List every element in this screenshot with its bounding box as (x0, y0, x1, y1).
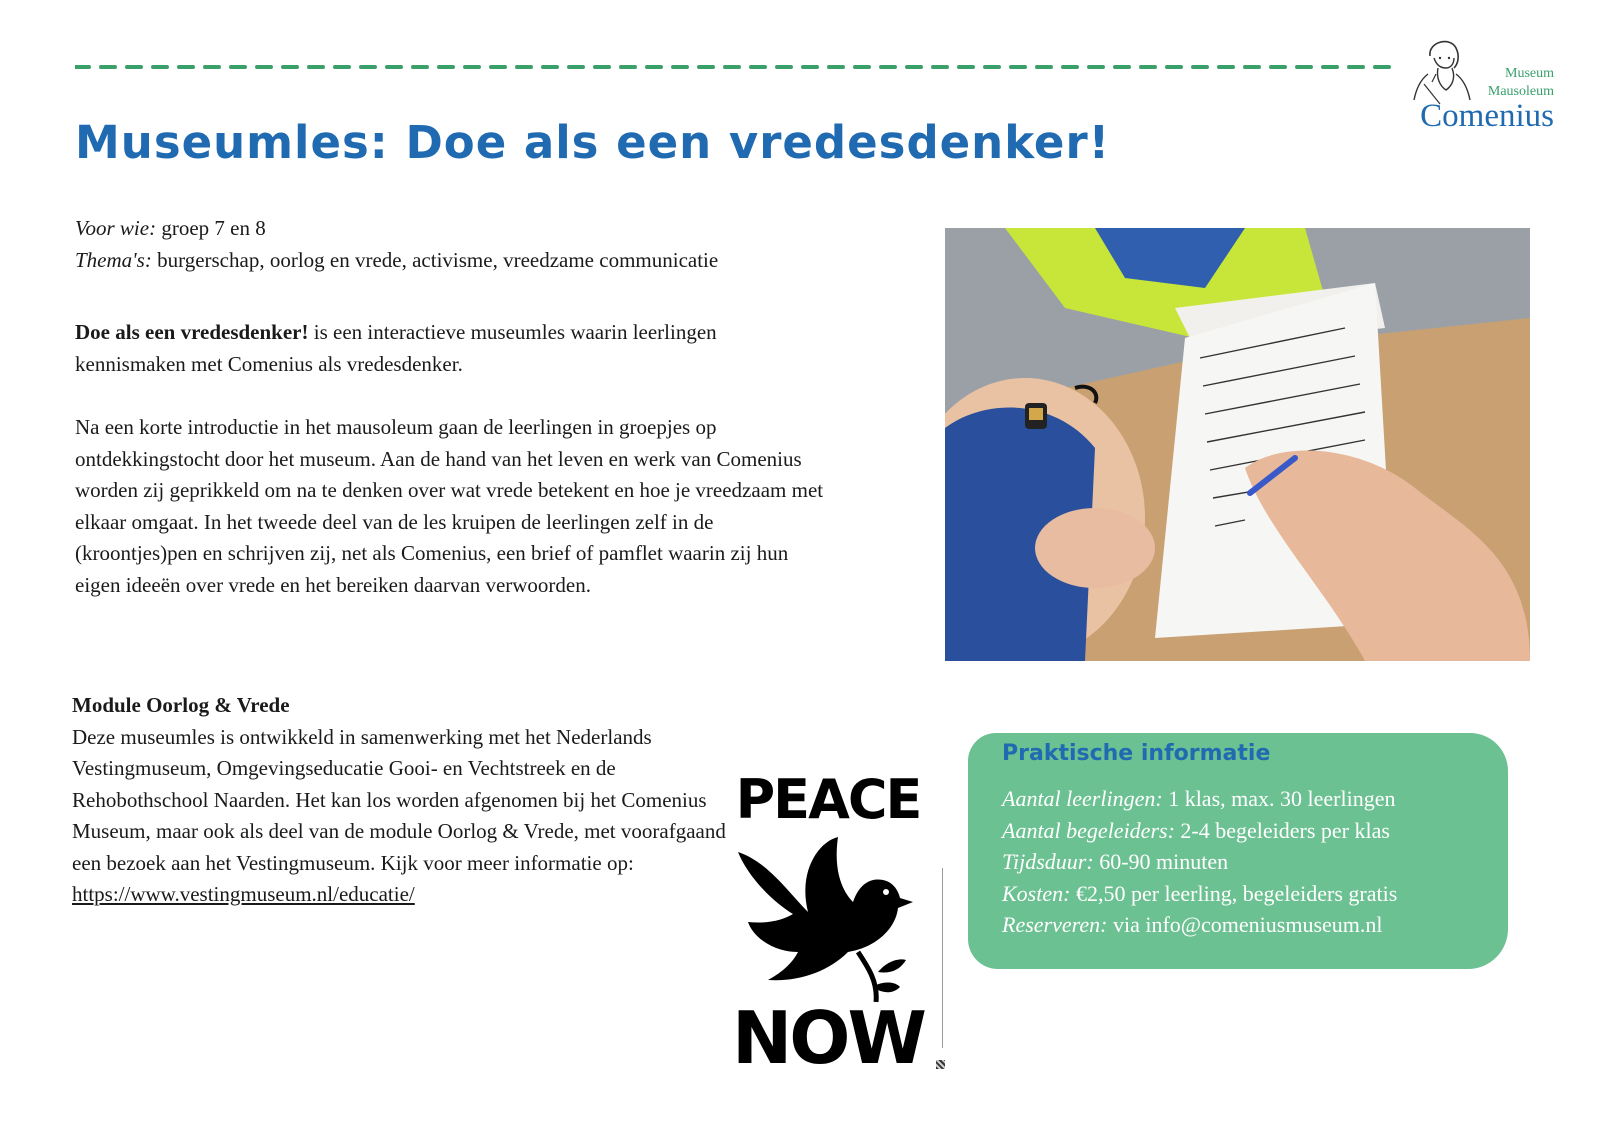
info-row-duration (1002, 846, 1397, 878)
poster-edge-line (942, 868, 943, 1048)
body-paragraph: Na een korte introductie in het mausoleum gaan de leerlingen in groepjes op ontdekkingstocht door het museum. Aan de hand van het leven en werk van Comenius worden zij geprikkeld om na te denken over wat vrede betekent en hoe je vreedzaam met elkaar omgaat. In het tweede deel van de les kruipen de leerlingen zelf in de (kroontjes)pen en schrijven zij, net als Comenius, een brief of pamflet waarin zij hun eigen ideeën over vrede en het bereiken daarvan verwoorden. (75, 415, 824, 597)
info-row-students (1002, 783, 1397, 815)
info-row-label: Kosten: (1002, 880, 1071, 906)
info-row-value: 1 klas, max. 30 leerlingen (1162, 786, 1396, 811)
student-writing-photo (945, 228, 1530, 661)
meta-themes-label: Thema's: (75, 248, 152, 272)
module-section (72, 690, 732, 911)
museum-logo (1398, 32, 1568, 132)
module-text: Deze museumles is ontwikkeld in samenwerking met het Nederlands Vestingmuseum, Omgevingseducatie Gooi- en Vechtstreek en de Rehobothschool Naarden. Het kan los worden afgenomen bij het Comenius Museum, maar ook als deel van de module Oorlog & Vrede, met voorafgaand een bezoek aan het Vestingmuseum. Kijk voor meer informatie op: (72, 724, 726, 875)
practical-info-rows (1002, 783, 1397, 941)
meta-block (75, 212, 718, 276)
meta-themes (75, 244, 718, 276)
info-row-label: Aantal begeleiders: (1002, 817, 1175, 843)
info-row-value: 2-4 begeleiders per klas (1174, 817, 1390, 843)
info-row-value: via info@comeniusmuseum.nl (1107, 912, 1383, 937)
intro-text: is een interactieve museumles waarin leerlingen kennismaken met Comenius als vredesdenker. (75, 320, 717, 376)
intro-paragraph (75, 317, 795, 380)
meta-themes-value: burgerschap, oorlog en vrede, activisme, vreedzame communicatie (151, 248, 719, 272)
info-row-booking (1002, 909, 1397, 941)
info-row-label: Tijdsduur: (1002, 849, 1094, 874)
info-row-value: €2,50 per leerling, begeleiders gratis (1070, 880, 1398, 906)
meta-for-label: Voor wie: (75, 216, 157, 240)
poster-text-top: PEACE (735, 768, 921, 831)
practical-info-box (968, 733, 1508, 969)
meta-for (75, 212, 718, 244)
logo-line-comenius: Comenius (1420, 98, 1554, 134)
info-row-costs (1002, 878, 1397, 910)
page-title: Museumles: Doe als een vredesdenker! (75, 116, 1111, 169)
logo-line-museum: Museum (1505, 66, 1554, 81)
info-row-label: Reserveren: (1002, 912, 1108, 937)
dashed-divider (75, 63, 1395, 71)
practical-info-heading: Praktische informatie (1002, 741, 1271, 766)
module-heading: Module Oorlog & Vrede (72, 693, 290, 717)
logo-line-mausoleum: Mausoleum (1487, 84, 1554, 99)
meta-for-value: groep 7 en 8 (156, 216, 266, 240)
info-row-supervisors (1002, 815, 1397, 847)
qr-code-icon (936, 1060, 945, 1069)
poster-text-bottom: NOW (732, 996, 924, 1080)
peace-now-poster (728, 768, 946, 1080)
dove-icon (728, 832, 928, 1002)
info-row-label: Aantal leerlingen: (1002, 786, 1163, 811)
info-row-value: 60-90 minuten (1093, 849, 1229, 874)
vestingmuseum-link[interactable]: https://www.vestingmuseum.nl/educatie/ (72, 882, 415, 906)
intro-bold: Doe als een vredesdenker! (75, 320, 309, 344)
comenius-portrait-icon (1410, 34, 1474, 106)
